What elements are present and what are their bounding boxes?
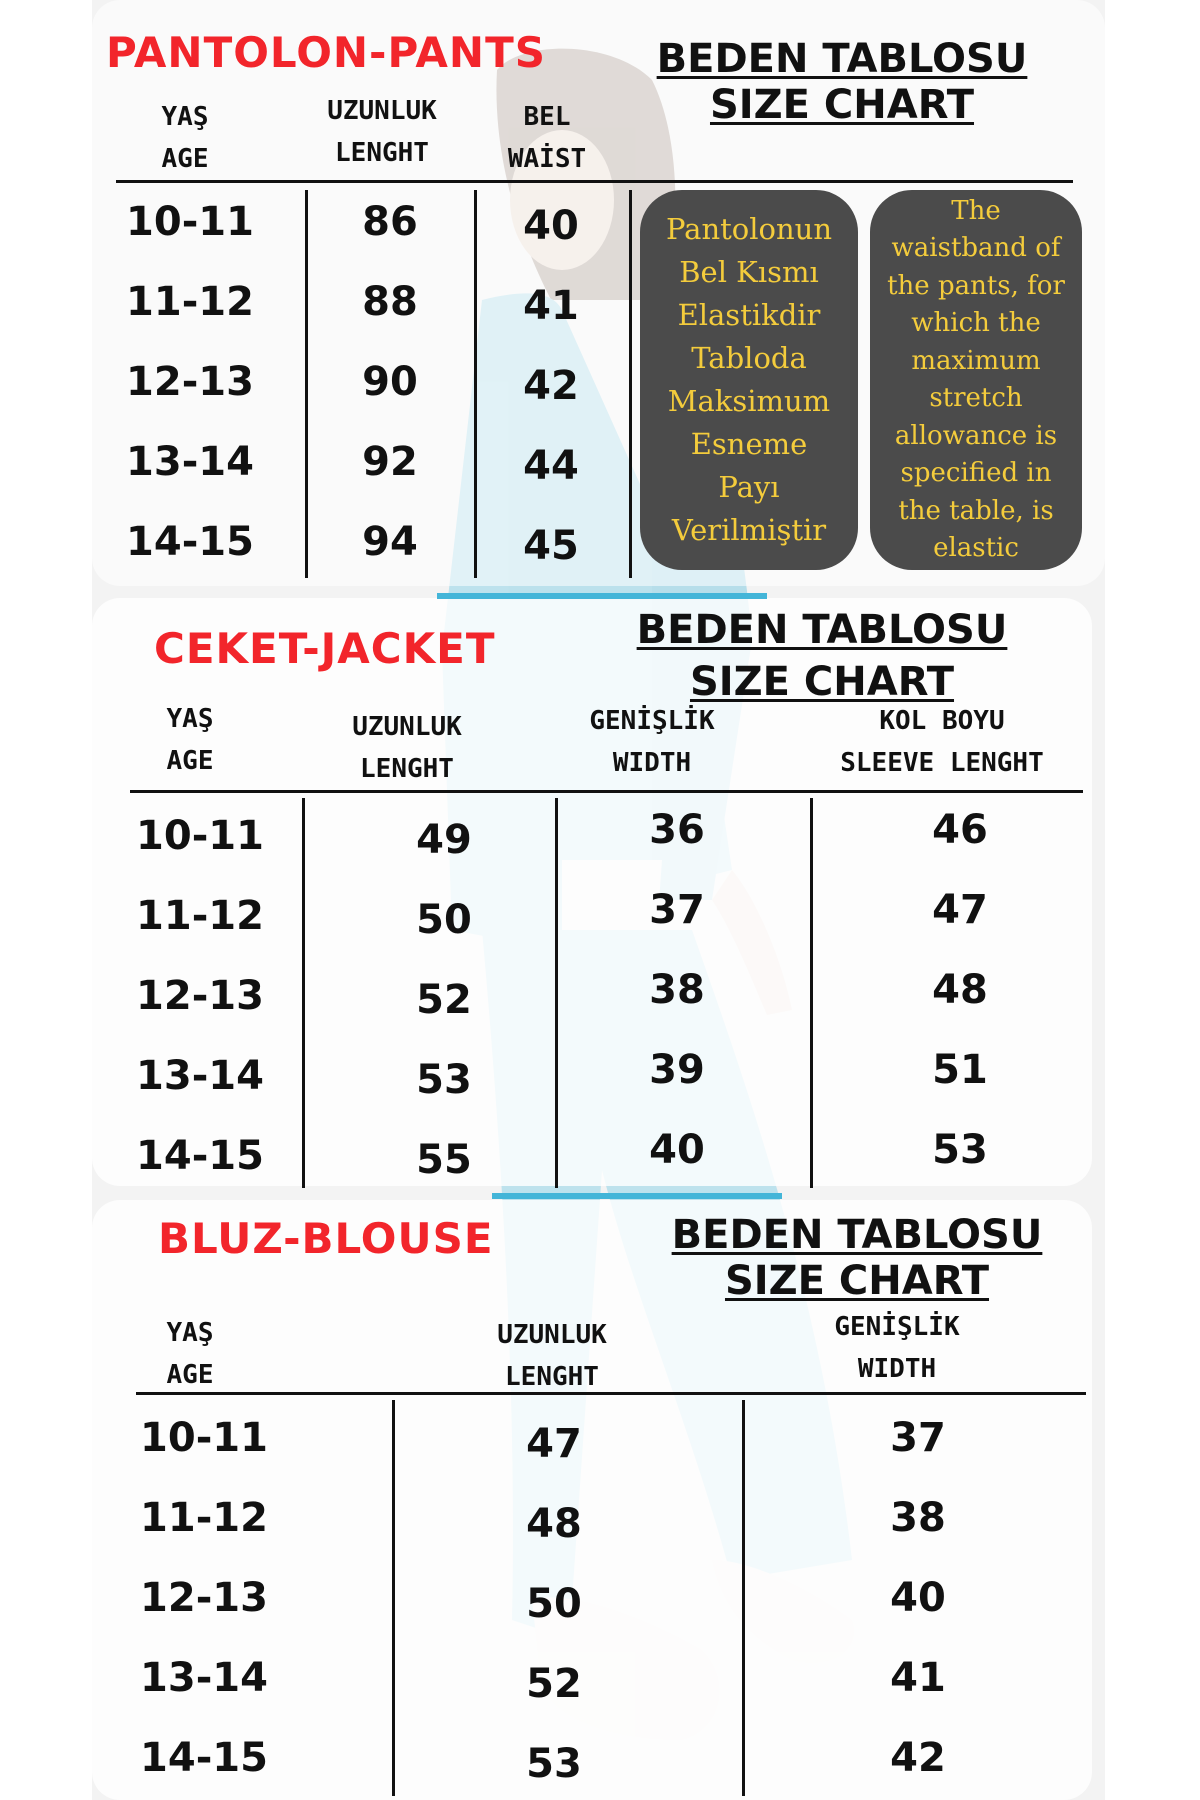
- jacket-cell-r4-c3: 39: [649, 1047, 705, 1093]
- pants-cell-r4-c3: 44: [523, 443, 579, 489]
- pants-header-waist: BEL WAİST: [507, 102, 587, 174]
- blouse-cell-r1-c3: 37: [890, 1415, 946, 1461]
- pants-cell-r2-c2: 88: [362, 279, 418, 325]
- jacket-chart-title: [622, 604, 1022, 708]
- jacket-cell-r5-c4: 53: [932, 1127, 988, 1173]
- pants-chart-title-tr: BEDEN TABLOSU: [656, 36, 1028, 82]
- pants-cell-r2-c3: 41: [523, 283, 579, 329]
- jacket-col-divider-2: [555, 798, 558, 1188]
- section-accent-line: [437, 593, 767, 599]
- blouse-header-divider: [136, 1392, 1086, 1395]
- jacket-cell-r2-c3: 37: [649, 887, 705, 933]
- pants-note-tr: Pantolonun Bel Kısmı Elastikdir Tabloda Maksimum Esneme Payı Verilmiştir: [640, 190, 858, 570]
- pants-header-divider: [116, 180, 1073, 183]
- jacket-cell-r4-c4: 51: [932, 1047, 988, 1093]
- pants-cell-r3-c3: 42: [523, 363, 579, 409]
- pants-cell-r3-c2: 90: [362, 359, 418, 405]
- blouse-cell-r1-c1: 10-11: [140, 1415, 268, 1461]
- blouse-header-age: YAŞ AGE: [166, 1318, 214, 1390]
- jacket-cell-r2-c4: 47: [932, 887, 988, 933]
- jacket-header-width: GENİŞLİK WIDTH: [589, 706, 715, 778]
- jacket-header-age: YAŞ AGE: [166, 704, 214, 776]
- pants-cell-r1-c2: 86: [362, 199, 418, 245]
- jacket-cell-r3-c1: 12-13: [136, 973, 264, 1019]
- jacket-cell-r5-c2: 55: [416, 1137, 472, 1183]
- jacket-cell-r3-c3: 38: [649, 967, 705, 1013]
- jacket-cell-r5-c3: 40: [649, 1127, 705, 1173]
- jacket-title: CEKET-JACKET: [154, 624, 496, 673]
- blouse-cell-r2-c2: 48: [526, 1501, 582, 1547]
- jacket-header-sleeve: KOL BOYU SLEEVE LENGHT: [840, 706, 1044, 778]
- jacket-chart-title-tr: BEDEN TABLOSU: [636, 607, 1008, 653]
- jacket-cell-r4-c2: 53: [416, 1057, 472, 1103]
- pants-cell-r1-c3: 40: [523, 203, 579, 249]
- jacket-cell-r4-c1: 13-14: [136, 1053, 264, 1099]
- blouse-header-width: GENİŞLİK WIDTH: [834, 1312, 960, 1384]
- pants-cell-r5-c1: 14-15: [126, 519, 254, 565]
- blouse-cell-r1-c2: 47: [526, 1421, 582, 1467]
- jacket-cell-r2-c2: 50: [416, 897, 472, 943]
- pants-cell-r5-c2: 94: [362, 519, 418, 565]
- jacket-cell-r1-c3: 36: [649, 807, 705, 853]
- blouse-cell-r3-c2: 50: [526, 1581, 582, 1627]
- blouse-col-divider-2: [742, 1400, 745, 1796]
- blouse-cell-r5-c2: 53: [526, 1741, 582, 1787]
- blouse-cell-r3-c3: 40: [890, 1575, 946, 1621]
- pants-cell-r4-c1: 13-14: [126, 439, 254, 485]
- blouse-chart-title-en: SIZE CHART: [724, 1258, 990, 1304]
- pants-cell-r1-c1: 10-11: [126, 199, 254, 245]
- pants-cell-r5-c3: 45: [523, 523, 579, 569]
- pants-chart-title-en: SIZE CHART: [709, 82, 975, 128]
- jacket-cell-r1-c4: 46: [932, 807, 988, 853]
- jacket-cell-r1-c2: 49: [416, 817, 472, 863]
- blouse-cell-r2-c3: 38: [890, 1495, 946, 1541]
- jacket-cell-r5-c1: 14-15: [136, 1133, 264, 1179]
- pants-title: PANTOLON-PANTS: [106, 28, 546, 77]
- pants-cell-r4-c2: 92: [362, 439, 418, 485]
- blouse-cell-r4-c3: 41: [890, 1655, 946, 1701]
- jacket-col-divider-3: [810, 798, 813, 1188]
- blouse-cell-r5-c1: 14-15: [140, 1735, 268, 1781]
- blouse-cell-r3-c1: 12-13: [140, 1575, 268, 1621]
- jacket-chart-title-en: SIZE CHART: [689, 659, 955, 705]
- size-chart-sheet: [92, 0, 1105, 1800]
- blouse-cell-r5-c3: 42: [890, 1735, 946, 1781]
- pants-cell-r3-c1: 12-13: [126, 359, 254, 405]
- blouse-cell-r4-c2: 52: [526, 1661, 582, 1707]
- blouse-cell-r2-c1: 11-12: [140, 1495, 268, 1541]
- blouse-col-divider-1: [392, 1400, 395, 1796]
- blouse-chart-title: [652, 1212, 1062, 1304]
- jacket-header-divider: [130, 790, 1083, 793]
- jacket-cell-r1-c1: 10-11: [136, 813, 264, 859]
- jacket-cell-r3-c4: 48: [932, 967, 988, 1013]
- jacket-cell-r2-c1: 11-12: [136, 893, 264, 939]
- pants-header-length: UZUNLUK LENGHT: [327, 96, 437, 168]
- pants-note-en: The waistband of the pants, for which the maximum stretch allowance is specified in the table, is elastic: [870, 190, 1082, 570]
- blouse-chart-title-tr: BEDEN TABLOSU: [671, 1212, 1043, 1258]
- blouse-header-length: UZUNLUK LENGHT: [497, 1320, 607, 1392]
- jacket-col-divider-1: [302, 798, 305, 1188]
- pants-header-age: YAŞ AGE: [161, 102, 209, 174]
- blouse-cell-r4-c1: 13-14: [140, 1655, 268, 1701]
- section-accent-line-2: [492, 1193, 782, 1199]
- blouse-title: BLUZ-BLOUSE: [158, 1214, 494, 1263]
- jacket-cell-r3-c2: 52: [416, 977, 472, 1023]
- pants-cell-r2-c1: 11-12: [126, 279, 254, 325]
- jacket-header-length: UZUNLUK LENGHT: [352, 712, 462, 784]
- pants-chart-title: [642, 36, 1042, 128]
